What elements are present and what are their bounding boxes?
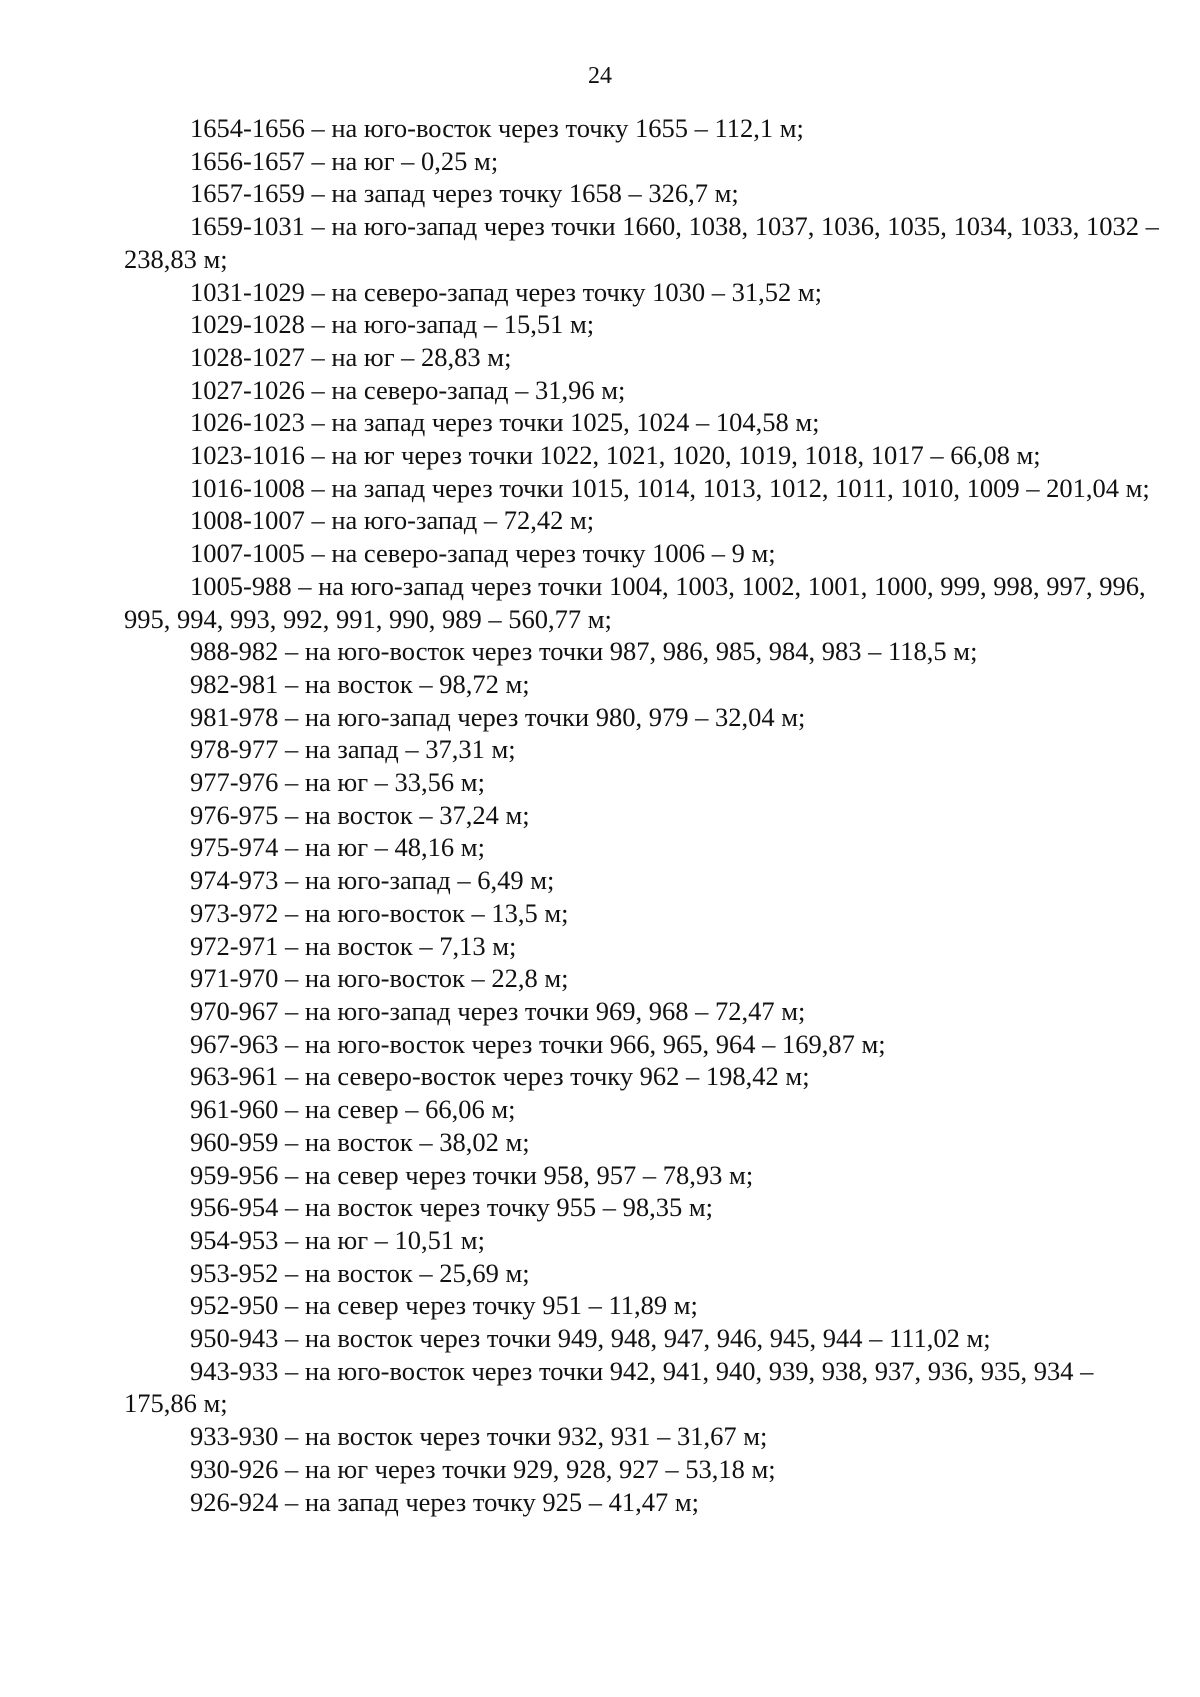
boundary-segment-entry: 950-943 – на восток через точки 949, 948, 947, 946, 945, 944 – 111,02 м; <box>190 1323 991 1354</box>
boundary-segment-entry: 1027-1026 – на северо-запад – 31,96 м; <box>190 374 626 405</box>
boundary-segment-entry: 978-977 – на запад – 37,31 м; <box>190 734 516 765</box>
boundary-segment-entry: 1028-1027 – на юг – 28,83 м; <box>190 341 512 372</box>
boundary-segment-entry: 960-959 – на восток – 38,02 м; <box>190 1126 530 1157</box>
boundary-segment-entry: 933-930 – на восток через точки 932, 931 – 31,67 м; <box>190 1421 768 1452</box>
boundary-segment-entry: 973-972 – на юго-восток – 13,5 м; <box>190 897 569 928</box>
boundary-segment-entry: 926-924 – на запад через точку 925 – 41,47 м; <box>190 1486 699 1517</box>
boundary-segment-entry: 943-933 – на юго-восток через точки 942, 941, 940, 939, 938, 937, 936, 935, 934 – 175,86 м; <box>124 1355 1094 1419</box>
boundary-segment-entry: 961-960 – на север – 66,06 м; <box>190 1094 516 1125</box>
boundary-segment-entry: 1659-1031 – на юго-запад через точки 1660, 1038, 1037, 1036, 1035, 1034, 1033, 1032 – 238,83 м; <box>124 211 1159 274</box>
boundary-segment-entry: 1016-1008 – на запад через точки 1015, 1014, 1013, 1012, 1011, 1010, 1009 – 201,04 м; <box>190 472 1150 503</box>
boundary-segment-entry: 1008-1007 – на юго-запад – 72,42 м; <box>190 505 595 536</box>
boundary-segment-entry: 1656-1657 – на юг – 0,25 м; <box>190 145 499 176</box>
boundary-segment-entry: 1026-1023 – на запад через точки 1025, 1024 – 104,58 м; <box>190 407 820 438</box>
boundary-segment-entry: 963-961 – на северо-восток через точку 962 – 198,42 м; <box>190 1061 810 1092</box>
boundary-segment-entry: 1005-988 – на юго-запад через точки 1004, 1003, 1002, 1001, 1000, 999, 998, 997, 996, 995, 994, 993, 992, 991, 990, 989 – 560,77 м; <box>124 570 1146 634</box>
page-number: 24 <box>588 63 612 89</box>
boundary-segment-entry: 956-954 – на восток через точку 955 – 98,35 м; <box>190 1192 714 1223</box>
boundary-segment-entry: 971-970 – на юго-восток – 22,8 м; <box>190 963 569 994</box>
boundary-segment-entry: 953-952 – на восток – 25,69 м; <box>190 1257 530 1288</box>
boundary-description-list <box>124 112 1164 1518</box>
boundary-segment-entry: 954-953 – на юг – 10,51 м; <box>190 1224 485 1255</box>
boundary-segment-entry: 930-926 – на юг через точки 929, 928, 927 – 53,18 м; <box>190 1453 776 1484</box>
boundary-segment-entry: 977-976 – на юг – 33,56 м; <box>190 767 485 798</box>
boundary-segment-entry: 1657-1659 – на запад через точку 1658 – 326,7 м; <box>190 178 739 209</box>
boundary-segment-entry: 976-975 – на восток – 37,24 м; <box>190 799 530 830</box>
boundary-segment-entry: 975-974 – на юг – 48,16 м; <box>190 832 485 863</box>
boundary-segment-entry: 1654-1656 – на юго-восток через точку 1655 – 112,1 м; <box>190 113 804 143</box>
boundary-segment-entry: 972-971 – на восток – 7,13 м; <box>190 930 517 961</box>
boundary-segment-entry: 982-981 – на восток – 98,72 м; <box>190 668 530 699</box>
boundary-segment-entry: 1007-1005 – на северо-запад через точку 1006 – 9 м; <box>190 538 776 569</box>
boundary-segment-entry: 967-963 – на юго-восток через точки 966, 965, 964 – 169,87 м; <box>190 1028 886 1059</box>
boundary-segment-entry: 1023-1016 – на юг через точки 1022, 1021, 1020, 1019, 1018, 1017 – 66,08 м; <box>190 440 1041 471</box>
boundary-segment-entry: 952-950 – на север через точку 951 – 11,89 м; <box>190 1290 698 1321</box>
boundary-segment-entry: 1031-1029 – на северо-запад через точку 1030 – 31,52 м; <box>190 276 823 307</box>
boundary-segment-entry: 974-973 – на юго-запад – 6,49 м; <box>190 865 555 896</box>
boundary-segment-entry: 959-956 – на север через точки 958, 957 – 78,93 м; <box>190 1159 754 1190</box>
boundary-segment-entry: 970-967 – на юго-запад через точки 969, 968 – 72,47 м; <box>190 995 806 1026</box>
boundary-segment-entry: 988-982 – на юго-восток через точки 987, 986, 985, 984, 983 – 118,5 м; <box>190 636 978 667</box>
boundary-segment-entry: 1029-1028 – на юго-запад – 15,51 м; <box>190 309 595 340</box>
boundary-segment-entry: 981-978 – на юго-запад через точки 980, 979 – 32,04 м; <box>190 701 806 732</box>
